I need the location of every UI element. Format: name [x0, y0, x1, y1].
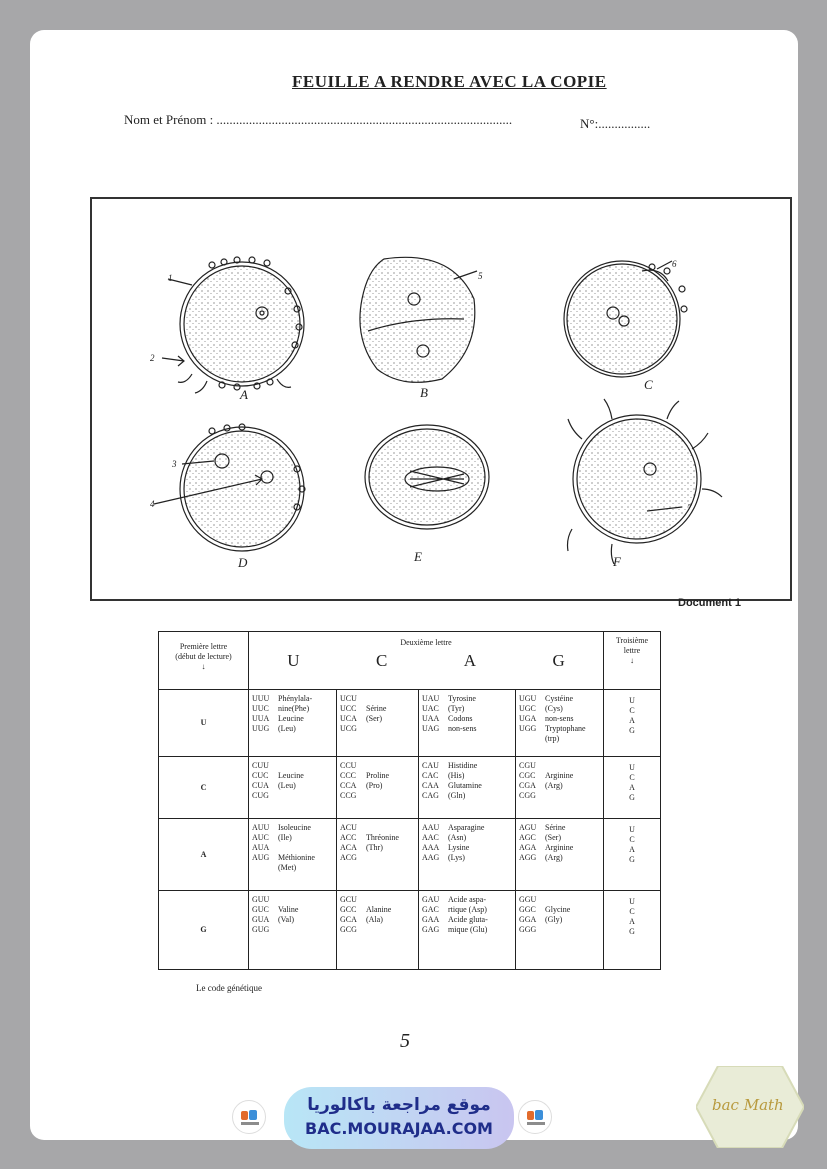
- codon: AGU: [519, 823, 537, 832]
- document1-figure: [90, 197, 792, 601]
- codon: CAG: [422, 791, 439, 800]
- third-letter-header: Troisième lettre ↓: [604, 632, 661, 690]
- codon: CCA: [340, 781, 357, 790]
- codon: AUC: [252, 833, 269, 842]
- codon: CUA: [252, 781, 269, 790]
- banner-url[interactable]: BAC.MOURAJAA.COM: [305, 1119, 493, 1138]
- codon: AGC: [519, 833, 536, 842]
- codon: AUG: [252, 853, 270, 862]
- codon: CGA: [519, 781, 536, 790]
- codon-cell: [516, 819, 604, 891]
- amino-acid: [366, 823, 415, 833]
- codon: GAA: [422, 915, 440, 924]
- codon: UAU: [422, 694, 440, 703]
- row-a: [159, 819, 661, 891]
- codon: GAG: [422, 925, 440, 934]
- label-a: A: [240, 387, 248, 402]
- cell-b: [360, 257, 477, 382]
- amino-acid: (Leu): [278, 781, 296, 790]
- codon: UGC: [519, 704, 536, 713]
- second-letter-c: C: [375, 651, 388, 670]
- cell-drawings: [92, 199, 794, 603]
- amino-acid: [545, 895, 600, 905]
- cell-d: [154, 424, 305, 551]
- first-letter-g: G: [159, 891, 249, 970]
- amino-acid: [366, 895, 415, 905]
- codon: ACA: [340, 843, 357, 852]
- codon: AUU: [252, 823, 270, 832]
- codon-cell: [516, 690, 604, 757]
- amino-acid: Glycine: [545, 905, 571, 914]
- codon: CAU: [422, 761, 439, 770]
- amino-acid: Alanine: [366, 905, 392, 914]
- codon: GAU: [422, 895, 440, 904]
- amino-acid: [366, 724, 415, 734]
- codon-cell: [516, 757, 604, 819]
- amino-acid: Asparagine: [448, 823, 485, 832]
- codon: AAU: [422, 823, 440, 832]
- codon-cell: [419, 819, 516, 891]
- first-letter-a: A: [159, 819, 249, 891]
- amino-acid: (Pro): [366, 781, 383, 790]
- amino-acid: Valine: [278, 905, 299, 914]
- label-b: B: [420, 385, 428, 400]
- codon: UAC: [422, 704, 439, 713]
- codon: GAC: [422, 905, 439, 914]
- codon: UAA: [422, 714, 440, 723]
- document1-caption: Document 1: [678, 597, 741, 609]
- codon-cell: [249, 819, 337, 891]
- amino-acid: Tyrosine: [448, 694, 476, 703]
- amino-acid: (Gln): [448, 791, 466, 800]
- codon: ACU: [340, 823, 357, 832]
- codon-cell: [249, 690, 337, 757]
- amino-acid: Acide gluta-: [448, 915, 488, 924]
- amino-acid: [278, 791, 333, 801]
- codon: CGG: [519, 791, 536, 800]
- site-banner[interactable]: [284, 1087, 514, 1149]
- amino-acid: Leucine: [278, 771, 304, 780]
- row-c: [159, 757, 661, 819]
- amino-acid: Arginine: [545, 843, 574, 852]
- svg-text:6: 6: [672, 259, 677, 269]
- codon: CCG: [340, 791, 357, 800]
- amino-acid: (Leu): [278, 724, 296, 733]
- svg-text:5: 5: [478, 271, 483, 281]
- amino-acid: [278, 761, 333, 771]
- site-logo-right: [518, 1100, 552, 1134]
- amino-acid: Leucine: [278, 714, 304, 723]
- amino-acid: [366, 694, 415, 704]
- amino-acid: [366, 853, 415, 863]
- codon-cell: [249, 891, 337, 970]
- first-letter-c: C: [159, 757, 249, 819]
- codon: UAG: [422, 724, 440, 733]
- first-letter-header: Première lettre (début de lecture) ↓: [159, 632, 249, 690]
- codon: GGA: [519, 915, 537, 924]
- amino-acid: [366, 791, 415, 801]
- amino-acid: Phénylala-: [278, 694, 313, 703]
- amino-acid: [545, 791, 600, 801]
- bac-math-logo: [696, 1066, 804, 1148]
- page-number: 5: [400, 1030, 410, 1052]
- amino-acid: Acide aspa-: [448, 895, 486, 904]
- amino-acid: Arginine: [545, 771, 574, 780]
- codon-cell: [337, 819, 419, 891]
- codon: GGG: [519, 925, 537, 934]
- codon: UUA: [252, 714, 270, 723]
- cell-c: [564, 261, 687, 377]
- genetic-code-caption: Le code génétique: [196, 983, 262, 993]
- svg-text:7: 7: [687, 503, 692, 513]
- second-letter-header: Deuxième lettre U C A G: [249, 632, 604, 690]
- page-title: FEUILLE A RENDRE AVEC LA COPIE: [292, 72, 607, 91]
- amino-acid: (Gly): [545, 915, 563, 924]
- brand-text: bac Math: [712, 1096, 784, 1114]
- first-letter-u: U: [159, 690, 249, 757]
- amino-acid: [366, 925, 415, 935]
- codon: ACG: [340, 853, 357, 862]
- amino-acid: Cystéine: [545, 694, 573, 703]
- amino-acid: [545, 761, 600, 771]
- cell-a: [162, 257, 304, 393]
- codon: GCA: [340, 915, 357, 924]
- codon: GUG: [252, 925, 270, 934]
- third-letters: U C A G: [604, 891, 661, 970]
- codon: [252, 863, 278, 873]
- codon: CAA: [422, 781, 439, 790]
- amino-acid: (trp): [545, 734, 560, 743]
- codon: GUC: [252, 905, 269, 914]
- codon: UCC: [340, 704, 357, 713]
- amino-acid: [278, 843, 333, 853]
- label-f: F: [613, 554, 621, 569]
- codon: CUG: [252, 791, 269, 800]
- codon: UCA: [340, 714, 357, 723]
- name-field: Nom et Prénom : ...........................................................................................: [124, 112, 513, 127]
- codon: GCG: [340, 925, 357, 934]
- codon: ACC: [340, 833, 357, 842]
- third-letters: U C A G: [604, 757, 661, 819]
- amino-acid: [278, 925, 333, 935]
- codon-cell: [419, 757, 516, 819]
- svg-text:3: 3: [172, 459, 177, 469]
- second-letter-a: A: [463, 651, 477, 670]
- codon: GUU: [252, 895, 270, 904]
- amino-acid: non-sens: [545, 714, 574, 723]
- label-e: E: [414, 549, 422, 564]
- amino-acid: Histidine: [448, 761, 478, 770]
- third-letters: U C A G: [604, 690, 661, 757]
- amino-acid: Thréonine: [366, 833, 399, 842]
- amino-acid: Lysine: [448, 843, 470, 852]
- codon: UCU: [340, 694, 357, 703]
- codon: UGU: [519, 694, 537, 703]
- amino-acid: [278, 895, 333, 905]
- amino-acid: Tryptophane: [545, 724, 586, 733]
- amino-acid: (Ser): [366, 714, 382, 723]
- codon-cell: [249, 757, 337, 819]
- codon: UUG: [252, 724, 270, 733]
- amino-acid: (Cys): [545, 704, 563, 713]
- codon: AGA: [519, 843, 537, 852]
- cell-e: [365, 425, 489, 529]
- codon: AAG: [422, 853, 440, 862]
- amino-acid: Glutamine: [448, 781, 482, 790]
- amino-acid: (Arg): [545, 853, 563, 862]
- codon: GCC: [340, 905, 357, 914]
- svg-text:4: 4: [150, 499, 155, 509]
- codon: AGG: [519, 853, 537, 862]
- codon-cell: [337, 757, 419, 819]
- amino-acid: Codons: [448, 714, 473, 723]
- codon: CCC: [340, 771, 357, 780]
- amino-acid: (His): [448, 771, 465, 780]
- row-u: [159, 690, 661, 757]
- genetic-code-table: [158, 631, 661, 970]
- amino-acid: (Arg): [545, 781, 563, 790]
- codon: UCG: [340, 724, 357, 733]
- codon: UGA: [519, 714, 537, 723]
- second-letter-g: G: [552, 651, 565, 670]
- amino-acid: (Met): [278, 863, 297, 872]
- codon-cell: [337, 891, 419, 970]
- codon-cell: [337, 690, 419, 757]
- amino-acid: (Ile): [278, 833, 292, 842]
- amino-acid: (Asn): [448, 833, 467, 842]
- second-letter-u: U: [287, 651, 300, 670]
- amino-acid: (Ala): [366, 915, 383, 924]
- amino-acid: [366, 761, 415, 771]
- codon: CUC: [252, 771, 269, 780]
- amino-acid: Proline: [366, 771, 390, 780]
- codon: UUU: [252, 694, 270, 703]
- codon: UGG: [519, 724, 537, 733]
- site-logo-left: [232, 1100, 266, 1134]
- label-c: C: [644, 377, 653, 392]
- amino-acid: nine(Phe): [278, 704, 310, 713]
- codon: [519, 734, 545, 744]
- codon: GCU: [340, 895, 357, 904]
- svg-text:2: 2: [150, 353, 155, 363]
- codon: AUA: [252, 843, 270, 852]
- amino-acid: [545, 925, 600, 935]
- codon: CCU: [340, 761, 357, 770]
- amino-acid: Sérine: [366, 704, 387, 713]
- banner-arabic: موقع مراجعة باكالوريا: [307, 1095, 491, 1115]
- amino-acid: mique (Glu): [448, 925, 488, 934]
- codon: AAC: [422, 833, 439, 842]
- amino-acid: Sérine: [545, 823, 566, 832]
- row-g: [159, 891, 661, 970]
- codon-cell: [516, 891, 604, 970]
- amino-acid: non-sens: [448, 724, 477, 733]
- amino-acid: (Tyr): [448, 704, 465, 713]
- svg-text:1: 1: [168, 273, 173, 283]
- number-field: N°:................: [580, 116, 651, 131]
- codon: CAC: [422, 771, 439, 780]
- codon: CGC: [519, 771, 536, 780]
- codon: GGC: [519, 905, 536, 914]
- amino-acid: Isoleucine: [278, 823, 311, 832]
- label-d: D: [238, 555, 248, 570]
- codon: UUC: [252, 704, 269, 713]
- amino-acid: rtique (Asp): [448, 905, 487, 914]
- amino-acid: (Ser): [545, 833, 561, 842]
- codon: GGU: [519, 895, 537, 904]
- codon-cell: [419, 891, 516, 970]
- cell-f: [568, 399, 723, 564]
- codon: CGU: [519, 761, 536, 770]
- third-letters: U C A G: [604, 819, 661, 891]
- codon: AAA: [422, 843, 440, 852]
- codon: CUU: [252, 761, 269, 770]
- amino-acid: (Val): [278, 915, 294, 924]
- amino-acid: Méthionine: [278, 853, 315, 862]
- amino-acid: (Thr): [366, 843, 383, 852]
- codon-cell: [419, 690, 516, 757]
- codon: GUA: [252, 915, 270, 924]
- amino-acid: (Lys): [448, 853, 465, 862]
